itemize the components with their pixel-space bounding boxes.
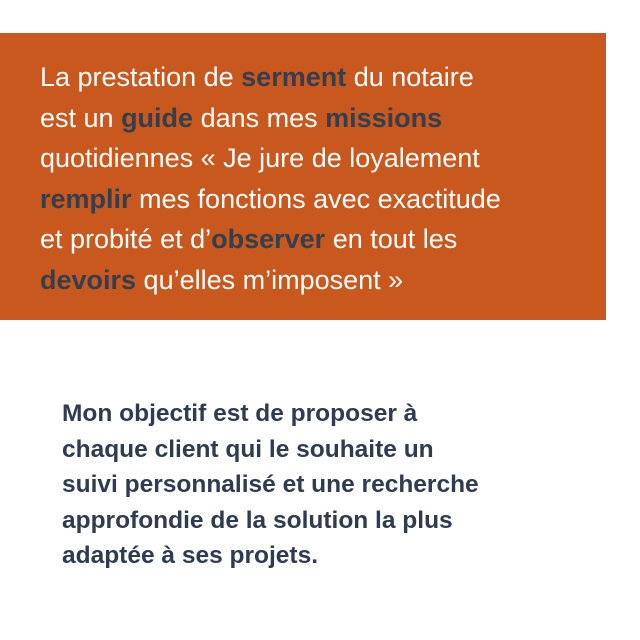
keyword-serment: serment [241,62,347,92]
objective-line: Mon objectif est de proposer à [62,400,418,427]
oath-quote [40,57,586,300]
quote-text-segment: mes fonctions avec exactitude [131,183,501,214]
quote-text-segment: qu’elles m’imposent » [136,264,404,295]
objective-line: chaque client qui le souhaite un [62,435,434,463]
keyword-missions: missions [325,102,443,133]
keyword-remplir: remplir [40,183,132,214]
keyword-guide: guide [121,102,194,133]
quote-text-segment: est un [40,102,122,133]
objective-statement [62,396,602,574]
quote-text-segment: quotidiennes « Je jure de loyalement [40,143,480,173]
quote-text-segment: du notaire [346,62,474,92]
quote-text-segment: et probité et d’ [40,224,212,254]
keyword-devoirs: devoirs [40,264,137,295]
quote-panel [0,33,606,320]
objective-line: suivi personnalisé et une recherche [62,471,479,498]
quote-text-segment: dans mes [193,102,326,133]
objective-line: adaptée à ses projets. [62,542,319,569]
keyword-observer: observer [211,224,326,254]
quote-text-segment: La prestation de [40,62,242,92]
quote-text-segment: en tout les [325,224,458,254]
objective-line: approfondie de la solution la plus [62,506,453,534]
